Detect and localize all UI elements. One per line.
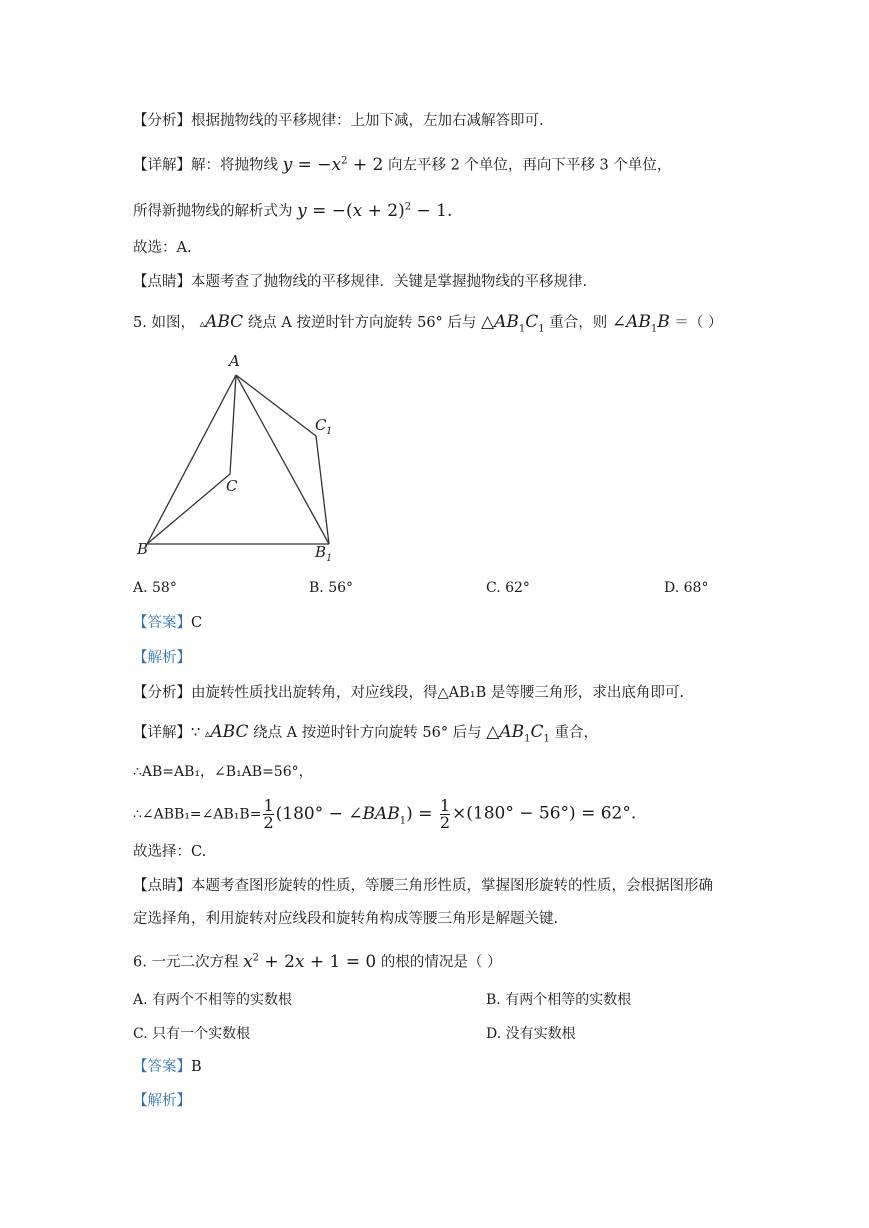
q6-stem-a: 6. 一元二次方程 xyxy=(133,954,239,971)
q5-answer-line xyxy=(133,613,202,633)
q5-triangle-ab1c1: $\triangle AB_1C_1$ xyxy=(481,312,545,335)
q5-detail-a: ∵ xyxy=(191,725,201,741)
q5-stem-a: 5. 如图， xyxy=(133,315,195,331)
label-b1: B xyxy=(315,543,327,561)
q6-answer: B xyxy=(191,1059,202,1075)
label-c1: C xyxy=(315,416,327,434)
analysis-bracket: 【分析】 xyxy=(133,113,191,129)
detail-bracket: 【详解】 xyxy=(133,725,191,741)
q4-comment-line xyxy=(133,272,587,292)
q5-stem-d: ＝（ ） xyxy=(674,315,723,331)
segment-ac1b1 xyxy=(236,375,329,544)
q6-stem-b: 的根的情况是（ ） xyxy=(380,954,502,971)
q6-option-a: A. 有两个不相等的实数根 xyxy=(133,992,293,1008)
q4-detail-text-b: 向左平移 2 个单位，再向下平移 3 个单位， xyxy=(387,157,672,174)
q4-choice-line: 故选：A. xyxy=(133,240,192,256)
q5-option-a: A. 58° xyxy=(133,580,177,596)
q5-stem-b: 绕点 A 按逆时针方向旋转 56° 后与 xyxy=(247,315,477,331)
segment-ab1 xyxy=(236,375,329,544)
q4-original-parabola: $y = -x^2 + 2$ xyxy=(282,154,384,175)
label-c1-sub: 1 xyxy=(326,426,333,437)
q5-option-d: D. 68° xyxy=(664,580,709,596)
analysis-bracket: 【分析】 xyxy=(133,685,191,701)
q6-option-b: B. 有两个相等的实数根 xyxy=(486,992,632,1008)
q5-triangle-abc: ▵ABC xyxy=(199,312,244,332)
answer-bracket: 【答案】 xyxy=(133,1059,191,1075)
q4-detail-line xyxy=(133,151,671,176)
q5-comment-line-2: 定选择角，利用旋转对应线段和旋转角构成等腰三角形是解题关键. xyxy=(133,911,559,927)
q5-comment-line-1 xyxy=(133,876,713,896)
half-fraction: $\frac{1}{2}$ xyxy=(263,796,274,832)
segment-ab xyxy=(147,375,236,544)
label-b: B xyxy=(137,540,149,558)
q5-stem-c: 重合，则 xyxy=(549,315,608,331)
solution-bracket: 【解析】 xyxy=(133,1093,191,1109)
q5-solution-heading xyxy=(133,648,191,668)
q5-step1: ∴AB=AB₁，∠B₁AB=56°， xyxy=(133,764,313,780)
segment-acb xyxy=(147,375,236,544)
q4-result-line xyxy=(133,197,452,222)
q4-analysis-line xyxy=(133,111,544,131)
q5-detail-triangle-abc: ▵ABC xyxy=(204,722,249,742)
answer-bracket: 【答案】 xyxy=(133,615,191,631)
q6-answer-line xyxy=(133,1057,202,1077)
q5-step2-expr: $(180^\circ - \angle BAB_1)$ = xyxy=(275,803,438,826)
q5-angle-ab1b: $\angle AB_1B$ xyxy=(611,312,670,335)
detail-bracket: 【详解】 xyxy=(133,157,191,174)
comment-bracket: 【点睛】 xyxy=(133,878,191,894)
q4-result-text: 所得新抛物线的解析式为 xyxy=(133,203,293,220)
q5-detail-c: 重合， xyxy=(554,725,599,741)
q5-analysis-line xyxy=(133,683,684,703)
q5-choice-line: 故选择：C. xyxy=(133,844,207,860)
q5-detail-line xyxy=(133,722,598,749)
half-fraction-2: $\frac{1}{2}$ xyxy=(439,796,451,832)
q4-new-parabola: $y = -(x + 2)^2 - 1$. xyxy=(297,200,453,221)
q6-option-d: D. 没有实数根 xyxy=(486,1026,576,1042)
q5-step2 xyxy=(133,798,636,836)
q4-analysis-text: 根据抛物线的平移规律：上加下减，左加右减解答即可. xyxy=(191,113,544,129)
q5-option-c: C. 62° xyxy=(486,580,530,596)
q6-stem xyxy=(133,948,501,973)
q4-detail-text-a: 解：将抛物线 xyxy=(191,157,278,174)
q5-step2-result: ×(180° − 56°) = 62°. xyxy=(452,803,637,824)
q5-detail-b: 绕点 A 按逆时针方向旋转 56° 后与 xyxy=(253,725,482,741)
comment-bracket: 【点睛】 xyxy=(133,274,191,290)
q5-stem xyxy=(133,312,722,339)
label-b1-sub: 1 xyxy=(326,553,333,564)
q6-equation: $x^2 + 2x + 1 = 0$ xyxy=(243,951,377,972)
q6-solution-heading xyxy=(133,1091,191,1111)
q5-detail-triangle-ab1c1: $\triangle AB_1C_1$ xyxy=(486,722,550,745)
q5-comment-1: 本题考查图形旋转的性质，等腰三角形性质，掌握图形旋转的性质，会根据图形确 xyxy=(191,878,713,894)
q6-option-c: C. 只有一个实数根 xyxy=(133,1026,251,1042)
q5-answer: C xyxy=(191,615,203,631)
q5-option-b: B. 56° xyxy=(309,580,354,596)
q4-comment-text: 本题考查了抛物线的平移规律．关键是掌握抛物线的平移规律. xyxy=(191,274,588,290)
q5-analysis-text: 由旋转性质找出旋转角，对应线段，得△AB₁B 是等腰三角形，求出底角即可. xyxy=(191,685,684,701)
label-c: C xyxy=(226,477,238,495)
label-a: A xyxy=(229,352,240,370)
solution-bracket: 【解析】 xyxy=(133,650,191,666)
q5-step2-a: ∴∠ABB₁=∠AB₁B= xyxy=(133,806,262,823)
